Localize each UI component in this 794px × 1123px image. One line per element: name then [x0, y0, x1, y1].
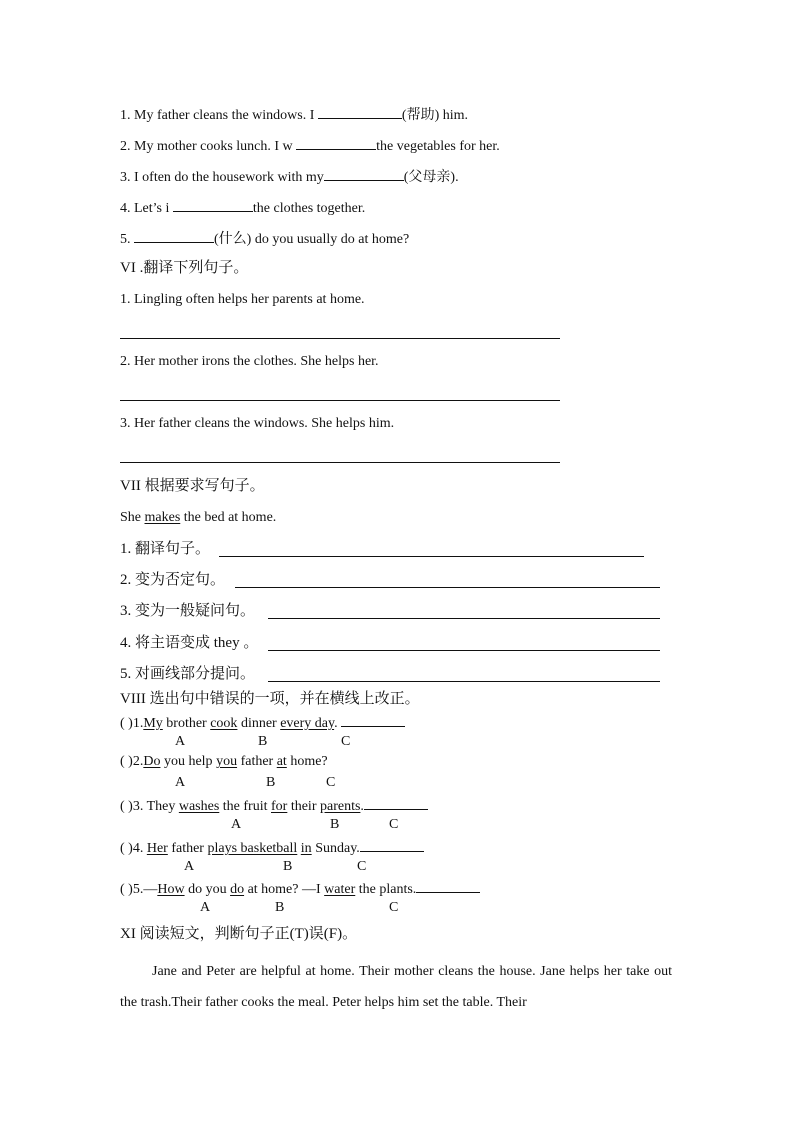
section-title-error: VIII 选出句中错误的一项，并在横线上改正。	[120, 691, 420, 707]
option-a-letter: A	[184, 859, 195, 874]
fill-item-3	[120, 166, 459, 187]
answer-blank[interactable]	[318, 104, 402, 119]
translate-item-2: 2. Her mother irons the clothes. She helps her.	[120, 354, 379, 369]
option-a-letter: A	[231, 817, 242, 832]
answer-paren[interactable]: ( )	[120, 799, 133, 814]
fill-text: 3. I often do the housework with my	[120, 170, 324, 185]
question-text: do you	[184, 882, 231, 897]
question-text: their	[287, 799, 320, 814]
correction-blank[interactable]	[416, 878, 480, 893]
fill-text: (帮助) him.	[401, 108, 469, 123]
option-c-letter: C	[326, 775, 336, 790]
option-b-text: cook	[210, 716, 238, 731]
fill-text: (什么) do you usually do at home?	[214, 232, 410, 247]
question-text: at home? —I	[244, 882, 325, 897]
option-b-letter: B	[330, 817, 340, 832]
option-b-text: do	[230, 882, 245, 897]
question-text: .	[360, 799, 364, 814]
question-text: .	[334, 716, 338, 731]
error-question-3	[120, 795, 428, 816]
rewrite-task-4: 4. 将主语变成 they 。	[120, 635, 259, 651]
error-question-5	[120, 878, 480, 899]
question-text: father	[167, 841, 208, 856]
option-b-letter: B	[258, 734, 268, 749]
answer-line[interactable]	[219, 556, 644, 557]
option-c-letter: C	[389, 817, 399, 832]
correction-blank[interactable]	[341, 712, 405, 727]
option-b-text: you	[216, 754, 238, 769]
sentence-text: She	[120, 510, 145, 525]
option-a-letter: A	[175, 775, 186, 790]
rewrite-task-5: 5. 对画线部分提问。	[120, 666, 256, 682]
translate-item-1: 1. Lingling often helps her parents at home.	[120, 292, 365, 307]
question-text: the fruit	[219, 799, 271, 814]
answer-paren[interactable]: ( )	[120, 716, 133, 731]
question-number: 1.	[132, 716, 144, 731]
fill-item-1	[120, 104, 468, 125]
answer-blank[interactable]	[173, 197, 253, 212]
option-a-text: Do	[143, 754, 161, 769]
fill-item-4	[120, 197, 365, 218]
option-c-text: every day	[280, 716, 335, 731]
option-a-text: Her	[146, 841, 168, 856]
answer-paren[interactable]: ( )	[120, 841, 133, 856]
source-sentence	[120, 509, 276, 527]
fill-text: the vegetables for her.	[376, 139, 500, 154]
fill-item-2	[120, 135, 500, 156]
underlined-word: makes	[144, 510, 181, 525]
correction-blank[interactable]	[360, 837, 424, 852]
fill-text: 5.	[120, 232, 134, 247]
question-number: 2.	[132, 754, 144, 769]
option-b-letter: B	[283, 859, 293, 874]
option-c-text: parents	[319, 799, 361, 814]
question-text: father	[237, 754, 277, 769]
fill-text: 2. My mother cooks lunch. I w	[120, 139, 297, 154]
option-a-letter: A	[200, 900, 211, 915]
answer-blank[interactable]	[134, 228, 214, 243]
option-b-text: plays basketball	[207, 841, 298, 856]
answer-line[interactable]	[120, 338, 560, 339]
option-c-letter: C	[341, 734, 351, 749]
option-c-letter: C	[389, 900, 399, 915]
option-a-text: washes	[178, 799, 220, 814]
error-question-4	[120, 837, 424, 858]
answer-paren[interactable]: ( )	[120, 754, 133, 769]
option-c-text: in	[300, 841, 312, 856]
option-b-text: for	[271, 799, 288, 814]
option-b-letter: B	[266, 775, 276, 790]
question-text: brother	[162, 716, 211, 731]
question-number: 5.—	[132, 882, 158, 897]
answer-line[interactable]	[268, 650, 660, 651]
fill-item-5	[120, 228, 409, 249]
section-title-rewrite: VII 根据要求写句子。	[120, 478, 265, 494]
error-question-2	[120, 753, 328, 771]
question-text: Sunday.	[311, 841, 360, 856]
section-title-translate: VI .翻译下列句子。	[120, 260, 249, 276]
translate-item-3: 3. Her father cleans the windows. She helps him.	[120, 416, 395, 431]
fill-text: the clothes together.	[252, 201, 366, 216]
section-title-reading: XI 阅读短文，判断句子正(T)误(F)。	[120, 926, 358, 942]
option-c-text: water	[324, 882, 356, 897]
answer-line[interactable]	[268, 681, 660, 682]
correction-blank[interactable]	[364, 795, 428, 810]
answer-blank[interactable]	[296, 135, 376, 150]
reading-passage	[120, 956, 672, 1018]
passage-text: Jane and Peter are helpful at home. Their mother cleans the house. Jane helps her take out the trash.Their father cooks the meal. Peter helps him set the table. Their	[120, 964, 672, 1010]
fill-text: 1. My father cleans the windows. I	[120, 108, 318, 123]
answer-line[interactable]	[120, 400, 560, 401]
option-c-letter: C	[357, 859, 367, 874]
option-b-letter: B	[275, 900, 285, 915]
fill-text: 4. Let’s i	[120, 201, 173, 216]
rewrite-task-2: 2. 变为否定句。	[120, 572, 226, 588]
option-a-letter: A	[175, 734, 186, 749]
answer-blank[interactable]	[324, 166, 404, 181]
rewrite-task-1: 1. 翻译句子。	[120, 541, 211, 557]
question-text: home?	[286, 754, 328, 769]
rewrite-task-3: 3. 变为一般疑问句。	[120, 603, 256, 619]
question-text: you help	[160, 754, 217, 769]
question-number: 4.	[132, 841, 147, 856]
answer-line[interactable]	[235, 587, 660, 588]
option-c-text: at	[276, 754, 287, 769]
option-a-text: How	[157, 882, 185, 897]
question-text: the plants.	[355, 882, 417, 897]
answer-line[interactable]	[268, 618, 660, 619]
error-question-1	[120, 712, 405, 733]
answer-line[interactable]	[120, 462, 560, 463]
sentence-text: the bed at home.	[180, 510, 277, 525]
question-text: dinner	[237, 716, 281, 731]
answer-paren[interactable]: ( )	[120, 882, 133, 897]
question-number: 3. They	[132, 799, 179, 814]
fill-text: (父母亲).	[403, 170, 459, 185]
option-a-text: My	[143, 716, 163, 731]
